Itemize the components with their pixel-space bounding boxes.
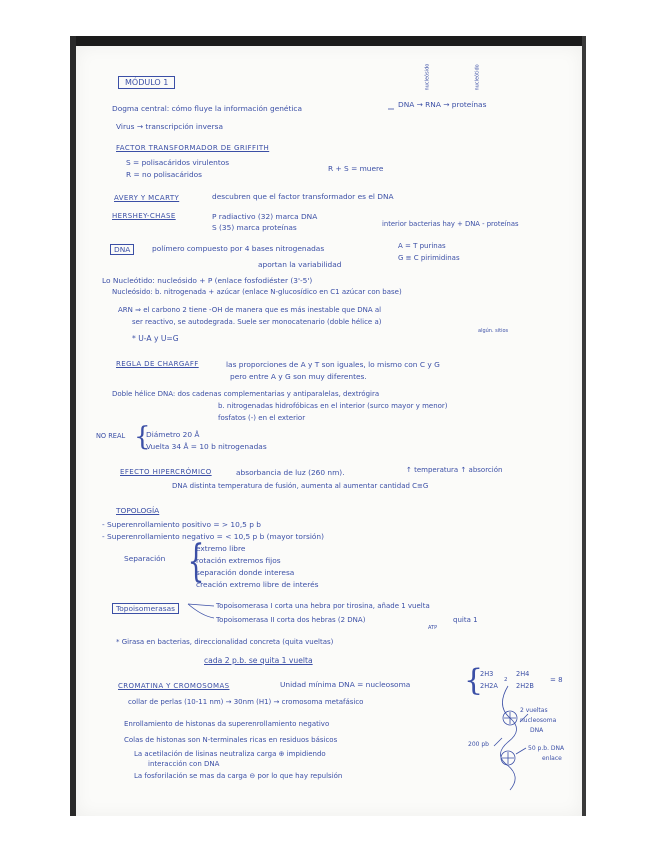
hipercromico-2: DNA distinta temperatura de fusión, aumenta al aumentar cantidad C≡G [172, 482, 429, 490]
fig-label-vueltas: 2 vueltas [520, 707, 548, 714]
dna-gc: G ≡ C pirimidinas [398, 254, 460, 262]
side-note-nucleotido: nucleótido [474, 64, 481, 91]
colas-histonas: Colas de histonas son N-terminales ricas en residuos básicos [124, 736, 338, 744]
fig-label-nucleosoma: nucleosoma [520, 717, 557, 724]
scan-border-top [75, 36, 585, 46]
dna-heading: DNA [110, 244, 134, 255]
griffith-r: R = no polisacáridos [126, 170, 203, 179]
histona-h4: 2H4 [516, 670, 530, 678]
arrow-icon [494, 738, 502, 746]
brace-icon: { [187, 536, 205, 587]
fig-label-enlace: enlace [542, 755, 562, 762]
histona-h2a: 2H2A [480, 682, 498, 690]
topoisomerasa-atp: ATP [428, 625, 438, 631]
separacion-3: separación donde interesa [196, 568, 295, 577]
griffith-s: S = polisacáridos virulentos [126, 158, 230, 167]
arrow-icon [516, 748, 526, 754]
fig-label-200pb: 200 pb [468, 741, 489, 748]
brace-icon: { [134, 422, 151, 452]
dna-text: polímero compuesto por 4 bases nitrogenadas [152, 244, 325, 253]
separacion-4: creación extremo libre de interés [196, 580, 319, 589]
nucleotido-def: Lo Nucleótido: nucleósido + P (enlace fosfodiéster (3'-5') [102, 276, 313, 285]
acetilacion-2: interacción con DNA [148, 760, 220, 768]
griffith-rs: R + S = muere [328, 164, 384, 173]
dna-at: A = T purinas [398, 242, 446, 250]
dogma-line: Dogma central: cómo fluye la información genética [112, 104, 303, 113]
histona-h2b: 2H2B [516, 682, 534, 690]
topoisomerasa-2b: quita 1 [453, 616, 478, 624]
cromatina-text: Unidad mínima DNA = nucleosoma [280, 680, 411, 689]
chargaff-2: pero entre A y G son muy diferentes. [230, 372, 367, 381]
hipercromico-heading: EFECTO HIPERCRÓMICO [120, 468, 212, 476]
topoisomerasa-2: Topoisomerasa II corta dos hebras (2 DNA) [216, 616, 366, 624]
avery-text: descubren que el factor transformador es el DNA [212, 192, 394, 201]
arn-line-1: ARN ⇒ el carbono 2 tiene -OH de manera que es más inestable que DNA al [118, 306, 382, 314]
fosforilacion: La fosforilación se mas da carga ⊖ por lo que hay repulsión [134, 772, 343, 780]
topologia-1: - Superenrollamiento positivo = > 10,5 p b [102, 520, 261, 529]
arrow-icon [520, 714, 528, 722]
side-note-nucleosido: nucleósido [424, 63, 431, 91]
topoisomerasa-1: Topoisomerasa I corta una hebra por tirosina, añade 1 vuelta [216, 602, 430, 610]
hershey-result: interior bacterias hay + DNA - proteínas [382, 220, 519, 228]
arn-line-2b: algún. sitios [478, 328, 509, 334]
avery-heading: AVERY Y MCARTY [114, 194, 180, 202]
arn-pairs: * U-A y U=G [132, 334, 179, 343]
doble-1: Doble hélice DNA: dos cadenas complementarias y antiparalelas, dextrógira [112, 390, 380, 398]
hershey-p: P radiactivo (32) marca DNA [212, 212, 318, 221]
module-title: MÓDULO 1 [118, 76, 175, 89]
topologia-heading: TOPOLOGÍA [116, 506, 160, 515]
dna-strand-icon [500, 686, 516, 790]
girasa-2: cada 2 p.b. se quita 1 vuelta [204, 656, 313, 665]
doble-2: b. nitrogenadas hidrofóbicas en el interior (surco mayor y menor) [218, 402, 448, 410]
acetilacion-1: La acetilación de lisinas neutraliza carga ⊕ impidiendo [134, 750, 326, 758]
pen-strokes [76, 46, 582, 816]
vuelta: Vuelta 34 Å = 10 b nitrogenadas [146, 442, 267, 451]
no-real-label: NO REAL [96, 432, 126, 440]
diametro: Diámetro 20 Å [146, 430, 200, 439]
separacion-1: extremo libre [196, 544, 246, 553]
histona-h3: 2H3 [480, 670, 494, 678]
girasa: * Girasa en bacterias, direccionalidad concreta (quita vueltas) [116, 638, 334, 646]
arn-line-2: ser reactivo, se autodegrada. Suele ser monocatenario (doble hélice a) [132, 318, 382, 326]
scan-border-right [582, 36, 586, 816]
hershey-s: S (35) marca proteínas [212, 223, 297, 232]
topologia-2: - Superenrollamiento negativo = < 10,5 p b (mayor torsión) [102, 532, 324, 541]
doble-3: fosfatos (-) en el exterior [218, 414, 306, 422]
separacion-label: Separación [124, 554, 166, 563]
separacion-2: rotación extremos fijos [196, 556, 281, 565]
fig-label-2: 2 [504, 677, 508, 683]
enrollamiento: Enrollamiento de histonas da superenrollamiento negativo [124, 720, 330, 728]
notebook-page [76, 46, 582, 816]
topoisomerasas-heading: Topoisomerasas [112, 603, 179, 614]
cromatina-heading: CROMATINA Y CROMOSOMAS [118, 682, 230, 690]
collar-perlas: collar de perlas (10-11 nm) → 30nm (H1) → cromosoma metafásico [128, 698, 364, 706]
hipercromico-right: ↑ temperatura ↑ absorción [406, 466, 503, 474]
virus-line: Virus → transcripción inversa [116, 122, 224, 131]
griffith-heading: FACTOR TRANSFORMADOR DE GRIFFITH [116, 144, 270, 152]
chargaff-1: las proporciones de A y T son iguales, lo mismo con C y G [226, 360, 440, 369]
histona-total: = 8 [550, 676, 563, 684]
fig-label-50pb: 50 p.b. DNA [528, 745, 565, 752]
hershey-heading: HERSHEY-CHASE [112, 212, 176, 220]
brace-icon: { [464, 663, 484, 698]
chargaff-heading: REGLA DE CHARGAFF [116, 360, 199, 368]
dogma-flow: DNA → RNA → proteínas [398, 100, 487, 109]
nucleosido-def: Nucleósido: b. nitrogenada + azúcar (enlace N-glucosídico en C1 azúcar con base) [112, 288, 402, 296]
dna-variability: aportan la variabilidad [258, 260, 342, 269]
arrow-icon [188, 604, 214, 606]
hipercromico-text: absorbancia de luz (260 nm). [236, 468, 345, 477]
fig-label-dna: DNA [530, 727, 544, 734]
